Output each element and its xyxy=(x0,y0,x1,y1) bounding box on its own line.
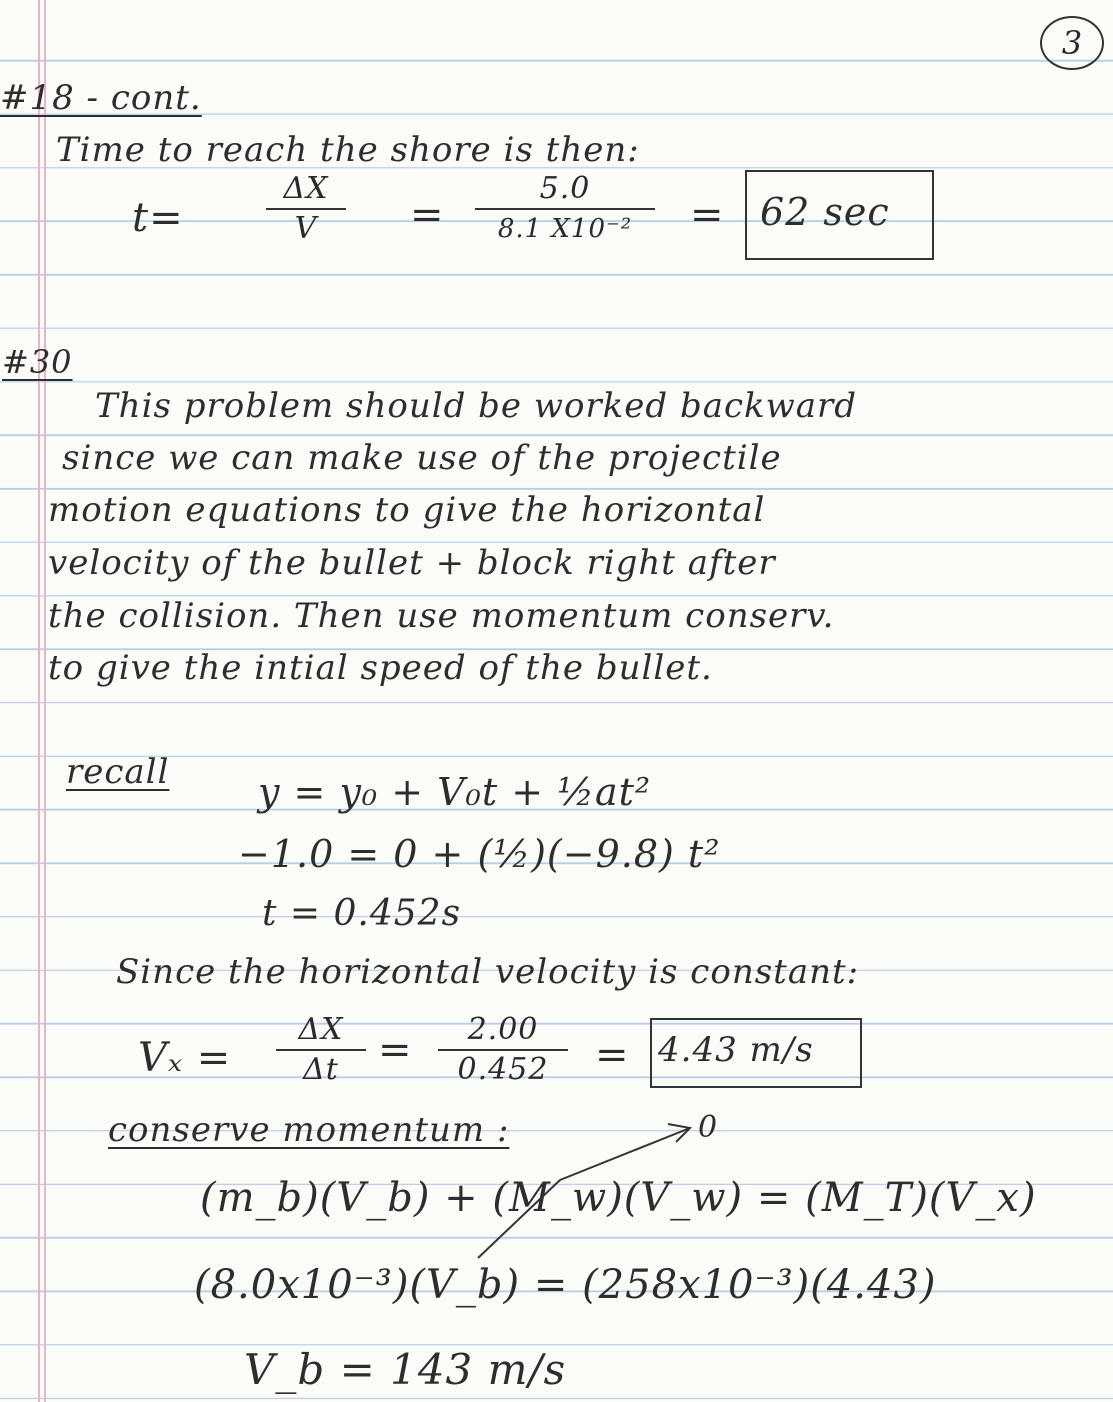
page-number-text: 3 xyxy=(1061,24,1083,62)
fraction-numerator: ΔX xyxy=(283,171,329,206)
paragraph-line-1: This problem should be worked backward xyxy=(95,386,858,426)
zero-annotation: 0 xyxy=(698,1110,719,1145)
section-18-heading: #18 - cont. xyxy=(0,78,202,118)
equals-sign: = xyxy=(378,1027,413,1073)
final-result: V_b = 143 m/s xyxy=(244,1345,567,1394)
fraction-numerator: 5.0 xyxy=(539,171,591,206)
since-text: Since the horizontal velocity is constant: xyxy=(116,952,860,992)
section-18-intro: Time to reach the shore is then: xyxy=(56,130,640,170)
fraction-denominator: 8.1 X10⁻² xyxy=(497,214,633,244)
fraction-denominator: Δt xyxy=(303,1052,339,1087)
equals-sign: = xyxy=(595,1032,630,1078)
momentum-equation: (m_b)(V_b) + (M_w)(V_w) = (M_T)(V_x) xyxy=(200,1175,1037,1221)
fraction-numerator: 2.00 xyxy=(467,1012,539,1047)
fraction-denominator: V xyxy=(294,211,318,246)
paragraph-line-2: since we can make use of the projectile xyxy=(62,438,782,478)
substituted-equation: −1.0 = 0 + (½)(−9.8) t² xyxy=(238,832,721,876)
paragraph-line-3: motion equations to give the horizontal xyxy=(48,490,766,530)
momentum-substituted: (8.0x10⁻³)(V_b) = (258x10⁻³)(4.43) xyxy=(194,1262,937,1308)
paragraph-line-4: velocity of the bullet + block right after xyxy=(48,543,776,583)
kinematic-equation: y = y₀ + V₀t + ½at² xyxy=(258,770,652,814)
vx-lhs: Vₓ = xyxy=(138,1035,232,1081)
equals-sign: = xyxy=(690,192,725,238)
t-lhs: t= xyxy=(132,195,184,241)
strike-line xyxy=(478,1180,560,1258)
fraction-denominator: 0.452 xyxy=(457,1052,549,1087)
paragraph-line-6: to give the intial speed of the bullet. xyxy=(48,648,713,688)
fraction-numerator: ΔX xyxy=(298,1012,344,1047)
equals-sign: = xyxy=(410,192,445,238)
section-30-heading: #30 xyxy=(2,343,73,381)
time-result: t = 0.452s xyxy=(262,893,462,934)
vx-result: 4.43 m/s xyxy=(658,1030,814,1070)
paragraph-line-5: the collision. Then use momentum conserv. xyxy=(48,596,835,636)
conserve-label: conserve momentum : xyxy=(108,1110,510,1150)
arrow-line xyxy=(560,1128,690,1180)
recall-label: recall xyxy=(66,752,170,792)
result-62-sec: 62 sec xyxy=(760,190,890,234)
